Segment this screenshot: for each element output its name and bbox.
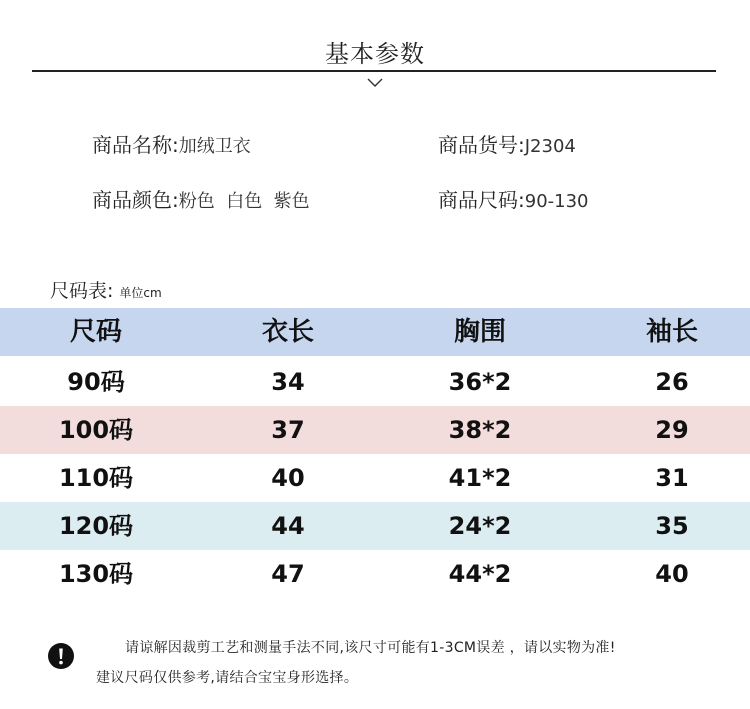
table-row	[0, 550, 750, 598]
table-cell: 100码	[58, 416, 134, 444]
table-cell: 34	[271, 368, 305, 396]
param-color	[92, 184, 310, 213]
table-cell: 120码	[58, 512, 134, 540]
table-cell: 38*2	[448, 416, 512, 444]
table-cell: 44*2	[448, 560, 512, 588]
table-cell: 29	[655, 416, 689, 444]
param-name-label: 商品名称:	[92, 133, 179, 157]
size-table-header	[0, 308, 750, 356]
table-cell: 41*2	[448, 464, 512, 492]
exclamation-circle-icon	[47, 642, 75, 670]
size-chart-label	[50, 276, 162, 303]
param-name-value: 加绒卫衣	[178, 136, 251, 157]
chevron-down-icon	[366, 76, 384, 88]
table-cell: 36*2	[448, 368, 512, 396]
size-chart-unit: 单位cm	[119, 286, 162, 300]
param-size-label: 商品尺码:	[438, 188, 525, 212]
table-cell: 31	[655, 464, 689, 492]
header-cell-length: 衣长	[261, 317, 314, 347]
table-cell: 40	[655, 560, 689, 588]
header-cell-sleeve: 袖长	[645, 317, 698, 347]
notice-line-1: 请谅解因裁剪工艺和测量手法不同,该尺寸可能有1-3CM误差 ，请以实物为准!	[125, 640, 616, 656]
table-row	[0, 454, 750, 502]
table-row	[0, 502, 750, 550]
table-row	[0, 406, 750, 454]
title-divider	[32, 70, 716, 72]
section-title: 基本参数	[325, 40, 425, 68]
table-cell: 47	[271, 560, 305, 588]
table-cell: 90码	[67, 368, 125, 396]
size-chart-title: 尺码表:	[50, 280, 114, 302]
header-cell-size: 尺码	[69, 317, 122, 347]
table-cell: 110码	[58, 464, 134, 492]
param-size	[438, 184, 589, 213]
param-item-no-label: 商品货号:	[438, 133, 525, 157]
table-cell: 130码	[58, 560, 134, 588]
table-cell: 24*2	[448, 512, 512, 540]
table-cell: 44	[271, 512, 305, 540]
header-cell-chest: 胸围	[453, 317, 506, 347]
table-cell: 40	[271, 464, 305, 492]
param-color-label: 商品颜色:	[92, 188, 179, 212]
table-cell: 26	[655, 368, 689, 396]
table-cell: 35	[655, 512, 689, 540]
param-name	[92, 129, 251, 158]
notice-line-2: 建议尺码仅供参考,请结合宝宝身形选择。	[96, 670, 359, 686]
table-cell: 37	[271, 416, 305, 444]
table-row	[0, 358, 750, 406]
param-color-value: 粉色 白色 紫色	[178, 191, 310, 212]
param-size-value: 90-130	[524, 191, 589, 212]
param-item-no-value: J2304	[524, 136, 576, 157]
param-item-no	[438, 129, 576, 158]
